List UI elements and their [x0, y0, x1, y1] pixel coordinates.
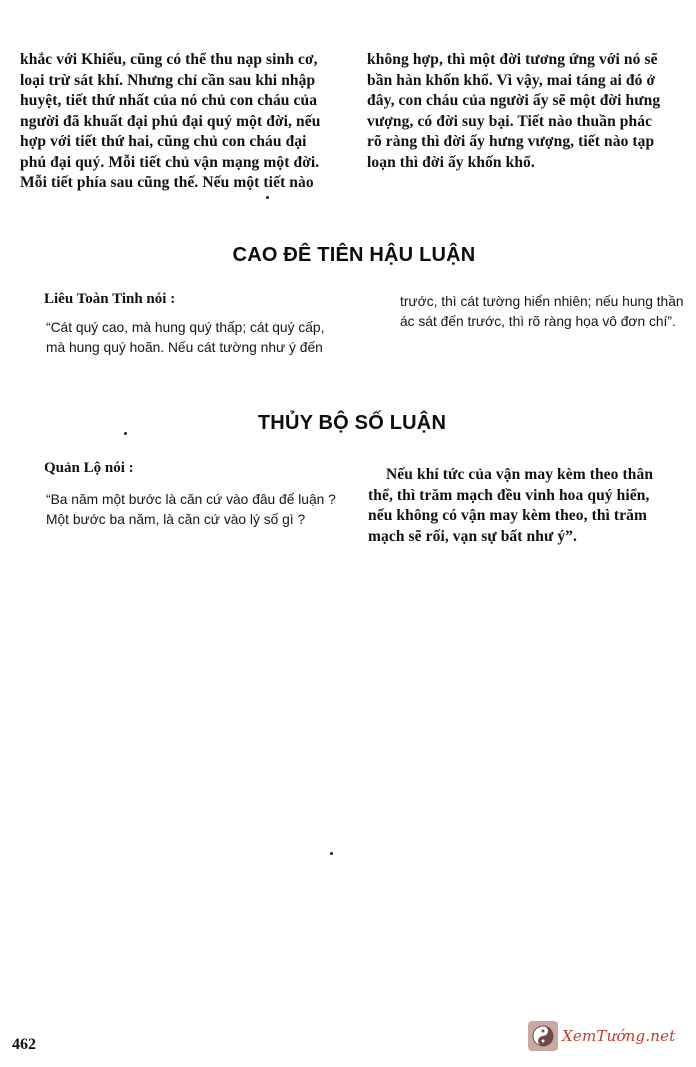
section-heading-cao-de: CAO ĐÊ TIÊN HẬU LUẬN [232, 244, 476, 266]
text-line: loạn thì đời ấy khốn khổ. [367, 153, 535, 171]
text-line: Nếu khí tức của vận may kèm theo thân [386, 466, 654, 483]
section2-right-column [368, 465, 686, 547]
site-watermark [528, 1014, 688, 1058]
quote-line: “Cát quý cao, mà hung quý thấp; cát quý cấp, [46, 320, 325, 335]
text-line: đây, con cháu của người ấy sẽ một đời hưng [367, 92, 661, 109]
text-line: rõ ràng thì đời ấy hưng vượng, tiết nào tạp [367, 133, 655, 150]
text-line: người đã khuất đại phú đại quý một đời, nếu [20, 112, 321, 130]
section-heading-thuy-bo: THỦY BỘ SỐ LUẬN [257, 412, 447, 434]
quote-right [400, 292, 685, 332]
scan-speck [266, 196, 269, 199]
quote-line: “Ba năm một bước là căn cứ vào đâu để luận ? [46, 492, 336, 507]
scan-speck [124, 432, 127, 435]
quote-line: ác sát đến trước, thì rõ ràng họa vô đơn chí”. [400, 314, 676, 329]
top-right-column [367, 50, 687, 173]
text-line: loại trừ sát khí. Nhưng chỉ cần sau khi nhập [20, 71, 316, 89]
text-line: khắc với Khiếu, cũng có thể thu nạp sinh cơ, [20, 51, 318, 68]
watermark-text: XemTướng.net [562, 1027, 676, 1045]
text-line: huyệt, tiết thứ nhất của nó chủ con cháu của [20, 92, 318, 109]
speaker-label: Liêu Toàn Tinh nói : [44, 291, 176, 307]
text-line: hợp với tiết thứ hai, cũng chủ con cháu đại [20, 133, 307, 150]
text-line: mạch sẽ rối, vạn sự bất như ý”. [368, 527, 578, 545]
quote-left [46, 490, 356, 530]
scan-speck [330, 852, 333, 855]
quote-left [46, 318, 366, 358]
text-line: nếu không có vận may kèm theo, thì trăm [368, 507, 648, 524]
yin-yang-icon [528, 1021, 558, 1051]
top-left-column [20, 50, 345, 194]
speaker-label: Quản Lộ nói : [44, 460, 134, 476]
text-line: phú đại quý. Mỗi tiết chủ vận mạng một đời. [20, 153, 320, 171]
quote-line: mà hung quý hoãn. Nếu cát tường như ý đến [46, 340, 323, 355]
text-line: bần hàn khốn khổ. Vì vậy, mai táng ai đó ở [367, 71, 656, 89]
page-number: 462 [12, 1036, 36, 1053]
text-line: vượng, có đời suy bại. Tiết nào thuần phác [367, 112, 653, 130]
quote-line: trước, thì cát tường hiển nhiên; nếu hung thần [400, 294, 684, 309]
quote-line: Một bước ba năm, là căn cứ vào lý số gì ? [46, 512, 306, 527]
text-line: Mỗi tiết phía sau cũng thế. Nếu một tiết nào [20, 174, 314, 191]
text-line: thể, thì trăm mạch đều vinh hoa quý hiển, [368, 486, 650, 504]
text-line: không hợp, thì một đời tương ứng với nó sẽ [367, 51, 658, 68]
